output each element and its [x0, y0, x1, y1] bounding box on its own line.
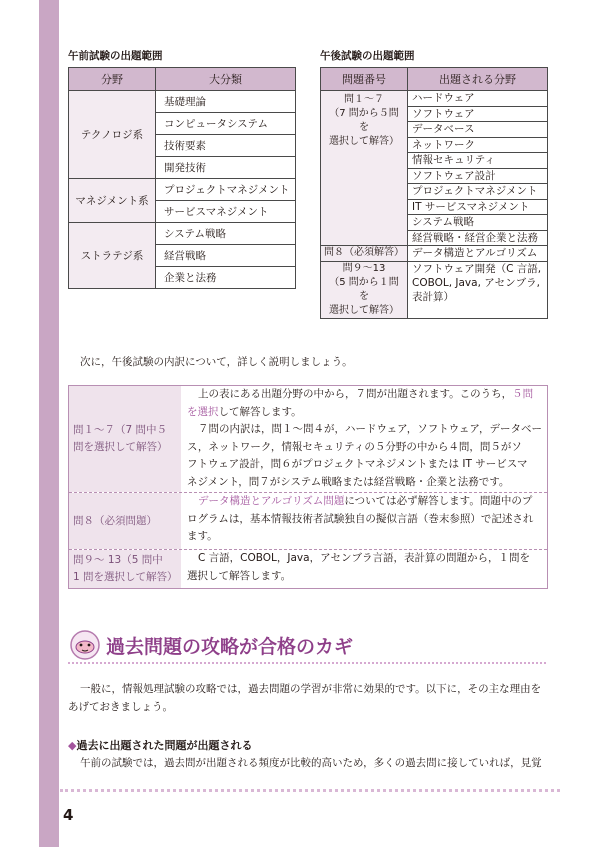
- label-line: 問１～７（7 問中５: [73, 424, 168, 436]
- label-line: 問９～ 13（5 問中: [73, 554, 163, 566]
- am-header-category: 大分類: [156, 68, 296, 91]
- label-line: 問を選択して解答）: [73, 441, 168, 453]
- breakdown-text: [181, 550, 547, 588]
- text-span: 上の表にある出題分野の中から，７問が出題されます。このうち，: [198, 388, 513, 400]
- pm-item: ソフトウェア: [408, 106, 548, 122]
- pm-header-field: 出題される分野: [408, 68, 548, 91]
- text-line: 選択して解答します。: [187, 569, 292, 582]
- highlight-text: データ構造とアルゴリズム問題: [198, 495, 345, 507]
- breakdown-label: 問８（必須問題）: [69, 493, 181, 549]
- label-line: 1 問を選択して解答）: [73, 571, 178, 583]
- pm-header-number: 問題番号: [321, 68, 408, 91]
- breakdown-row-2: [69, 493, 547, 550]
- highlight-text: ５問: [512, 388, 534, 400]
- am-field-strategy: ストラテジ系: [69, 223, 156, 289]
- pm-q9-13: [321, 261, 408, 318]
- pm-item: 経営戦略・経営企業と法務: [408, 230, 548, 246]
- am-item: コンピュータシステム: [156, 113, 296, 135]
- text-line: ログラムは，基本情報技術者試験独自の擬似言語（巻末参照）で記述され: [187, 512, 534, 525]
- text-line: フトウェア設計，問６がプロジェクトマネジメントまたは IT サービスマ: [187, 458, 528, 470]
- breakdown-text: [181, 493, 547, 549]
- text-line: ネジメント，問７がシステム戦略または経営戦略・企業と法務です。: [187, 475, 510, 488]
- text-line: ７問の内訳は，問１～問４が，ハードウェア，ソフトウェア，データベー: [198, 423, 542, 435]
- subheading-text: 過去に出題された問題が出題される: [76, 739, 253, 752]
- intro-text: 次に，午後試験の内訳について，詳しく説明しましょう。: [80, 356, 353, 368]
- pm-q9-items: [408, 261, 548, 318]
- pm-scope-table: [320, 67, 548, 319]
- pm-q9-line: （5 問から１問を: [329, 276, 399, 302]
- pm-item: COBOL, Java, アセンブラ,: [412, 276, 540, 289]
- pm-item: ソフトウェア設計: [408, 168, 548, 184]
- section-paragraph-line: 一般に，情報処理試験の攻略では，過去問題の学習が非常に効果的です。以下に，その主な理由を: [80, 683, 542, 695]
- breakdown-row-1: [69, 386, 547, 493]
- am-item: 基礎理論: [156, 91, 296, 113]
- pm-item: 表計算）: [412, 290, 454, 303]
- am-item: 企業と法務: [156, 267, 296, 289]
- pm-item: ハードウェア: [408, 91, 548, 107]
- section-title: 過去問題の攻略が合格のカギ: [106, 636, 354, 658]
- pm-item: データ構造とアルゴリズム: [408, 246, 548, 262]
- pm-item: システム戦略: [408, 215, 548, 231]
- breakdown-label: [69, 386, 181, 492]
- text-line: ス，ネットワーク，情報セキュリティの５分野の中から４問，問５がソ: [187, 440, 522, 453]
- pm-q1-line: （7 問から５問を: [329, 108, 399, 133]
- am-scope-table: [68, 67, 296, 289]
- am-field-management: マネジメント系: [69, 179, 156, 223]
- am-item: 技術要素: [156, 135, 296, 157]
- breakdown-box: [68, 385, 548, 589]
- pm-item: ネットワーク: [408, 137, 548, 153]
- pm-item: プロジェクトマネジメント: [408, 184, 548, 200]
- pm-q1-7: [321, 91, 408, 246]
- pm-item: IT サービスマネジメント: [408, 199, 548, 215]
- am-field-tech: テクノロジ系: [69, 91, 156, 179]
- pm-q9-line: 選択して解答）: [329, 304, 399, 316]
- side-band: [39, 0, 59, 847]
- pm-q8: 問８（必須解答）: [321, 246, 408, 262]
- breakdown-label: [69, 550, 181, 588]
- pm-caption: 午後試験の出題範囲: [320, 50, 415, 62]
- breakdown-row-3: [69, 550, 547, 588]
- am-item: 開発技術: [156, 157, 296, 179]
- text-span: については必ず解答します。問題中のプ: [344, 495, 533, 507]
- mascot-icon: [70, 630, 100, 660]
- pm-item: 情報セキュリティ: [408, 153, 548, 169]
- am-item: 経営戦略: [156, 245, 296, 267]
- diamond-icon: ◆: [68, 739, 77, 752]
- am-header-field: 分野: [69, 68, 156, 91]
- pm-q1-line: 問１～７: [344, 94, 384, 105]
- section-heading: [68, 628, 548, 664]
- breakdown-text: [181, 386, 547, 492]
- highlight-text: を選択: [187, 405, 219, 418]
- section-paragraph-line: あげておきましょう。: [68, 701, 173, 713]
- text-line: ます。: [187, 530, 218, 542]
- pm-item: データベース: [408, 122, 548, 138]
- subheading: [68, 737, 252, 753]
- pm-item: ソフトウェア開発（C 言語,: [412, 262, 542, 275]
- pm-q1-line: 選択して解答）: [329, 136, 399, 147]
- section-paragraph-line: 午前の試験では，過去問が出題される頻度が比較的高いため，多くの過去問に接していれば，見覚: [80, 757, 542, 769]
- pm-q9-line: 問９～13: [342, 262, 386, 274]
- am-item: サービスマネジメント: [156, 201, 296, 223]
- am-item: プロジェクトマネジメント: [156, 179, 296, 201]
- text-line: C 言語，COBOL，Java，アセンブラ言語，表計算の問題から，１問を: [198, 552, 530, 564]
- heading-divider: [68, 662, 546, 664]
- page-number: 4: [63, 806, 74, 824]
- footer-dotted-rule: [60, 789, 560, 792]
- text-span: して解答します。: [218, 405, 302, 418]
- am-caption: 午前試験の出題範囲: [68, 50, 163, 62]
- am-item: システム戦略: [156, 223, 296, 245]
